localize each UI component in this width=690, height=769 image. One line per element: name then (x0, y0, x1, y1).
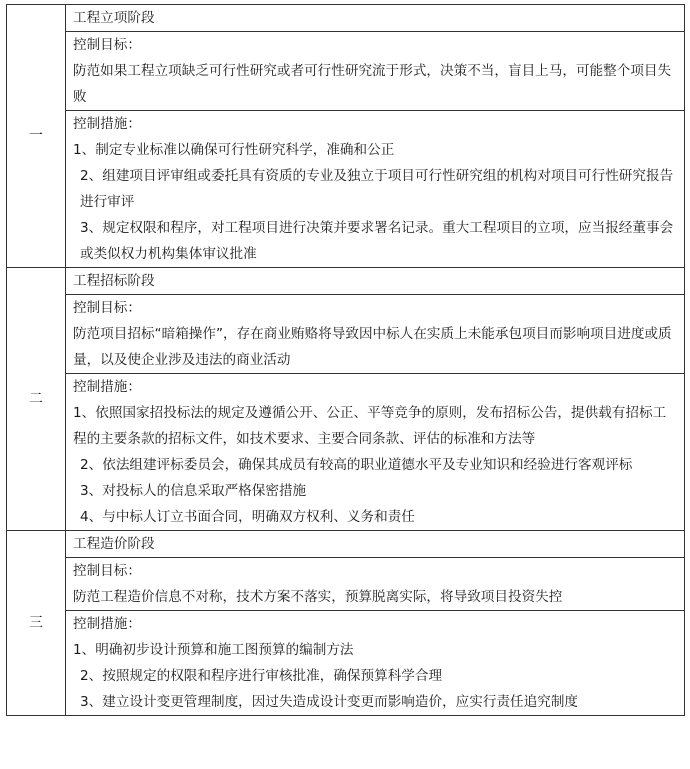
phase-cell (66, 531, 685, 558)
measure-item: 4、与中标人订立书面合同，明确双方权利、义务和责任 (80, 509, 415, 525)
risk-control-table (6, 4, 685, 716)
measure-item: 2、依法组建评标委员会，确保其成员有较高的职业道德水平及专业知识和经验进行客观评标 (80, 457, 633, 473)
section-number: 二 (7, 268, 66, 531)
measures-cell (66, 111, 685, 268)
section-number: 三 (7, 531, 66, 716)
phase-row (7, 531, 685, 558)
measure-item: 3、对投标人的信息采取严格保密措施 (80, 483, 307, 499)
phase-title: 工程立项阶段 (73, 10, 155, 26)
goal-text: 防范如果工程立项缺乏可行性研究或者可行性研究流于形式，决策不当，盲目上马，可能整个项目失败 (73, 63, 672, 105)
goal-text: 防范工程造价信息不对称，技术方案不落实，预算脱离实际，将导致项目投资失控 (73, 589, 563, 605)
goal-row (7, 32, 685, 111)
measure-item: 1、依照国家招投标法的规定及遵循公开、公正、平等竞争的原则，发布招标公告，提供载有招标工程的主要条款的招标文件，如技术要求、主要合同条款、评估的标准和方法等 (73, 405, 667, 447)
phase-row (7, 268, 685, 295)
phase-title: 工程造价阶段 (73, 536, 155, 552)
measure-item: 3、建立设计变更管理制度，因过失造成设计变更而影响造价，应实行责任追究制度 (80, 694, 579, 710)
goal-cell (66, 558, 685, 611)
measure-item: 3、规定权限和程序，对工程项目进行决策并要求署名记录。重大工程项目的立项，应当报经董事会或类似权力机构集体审议批准 (80, 220, 674, 262)
goal-heading: 控制目标： (73, 563, 141, 579)
measures-heading: 控制措施： (73, 616, 141, 632)
measures-cell (66, 374, 685, 531)
phase-row (7, 5, 685, 32)
measure-item: 1、明确初步设计预算和施工图预算的编制方法 (73, 642, 354, 658)
goal-row (7, 558, 685, 611)
measures-heading: 控制措施： (73, 379, 141, 395)
measures-row (7, 111, 685, 268)
measure-item: 2、组建项目评审组或委托具有资质的专业及独立于项目可行性研究组的机构对项目可行性研究报告进行审评 (80, 168, 674, 210)
goal-row (7, 295, 685, 374)
measure-item: 2、按照规定的权限和程序进行审核批准，确保预算科学合理 (80, 668, 443, 684)
goal-cell (66, 32, 685, 111)
measures-cell (66, 611, 685, 716)
phase-title: 工程招标阶段 (73, 273, 155, 289)
goal-text: 防范项目招标“暗箱操作”，存在商业贿赂将导致因中标人在实质上未能承包项目而影响项目进度或质量，以及使企业涉及违法的商业活动 (73, 326, 672, 368)
measures-row (7, 374, 685, 531)
section-number: 一 (7, 5, 66, 268)
goal-heading: 控制目标： (73, 37, 141, 53)
phase-cell (66, 268, 685, 295)
measure-item: 1、制定专业标准以确保可行性研究科学，准确和公正 (73, 142, 395, 158)
phase-cell (66, 5, 685, 32)
goal-heading: 控制目标： (73, 300, 141, 316)
measures-row (7, 611, 685, 716)
goal-cell (66, 295, 685, 374)
measures-heading: 控制措施： (73, 116, 141, 132)
